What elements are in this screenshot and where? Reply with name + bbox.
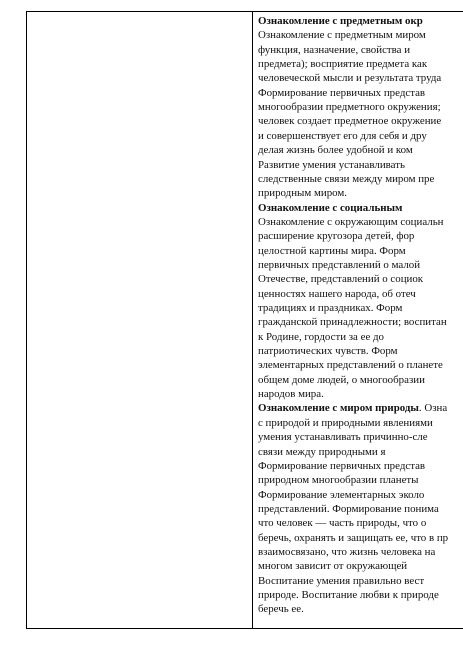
text-line: Отечестве, представлений о социок — [258, 273, 424, 286]
right-table-cell — [253, 12, 463, 628]
text-line: делая жизнь более удобной и ком — [258, 144, 413, 157]
text-line: к Родине, гордости за ее до — [258, 330, 384, 343]
text-line: традициях и праздниках. Форм — [258, 302, 403, 314]
line-rest: . Озна — [418, 402, 448, 415]
text-line: Ознакомление с окружающим социальн — [258, 215, 444, 228]
text-line: Развитие умения устанавливать — [258, 158, 405, 171]
text-line: Ознакомление с социальным — [258, 201, 403, 214]
text-line: умения устанавливать причинно-сле — [258, 431, 428, 444]
text-line: природном многообразии планеты — [258, 474, 419, 487]
text-line: беречь, охранять и защищать ее, что в пр — [258, 531, 449, 544]
text-line: природе. Воспитание любви к природе — [258, 589, 439, 601]
text-line: Воспитание умения правильно вест — [258, 574, 425, 587]
text-line: расширение кругозора детей, фор — [258, 230, 415, 243]
text-line: функция, назначение, свойства и — [258, 43, 411, 56]
text-line: гражданской принадлежности; воспитан — [258, 316, 447, 329]
text-line: человеческой мысли и результата труда — [258, 72, 442, 85]
section-heading: Ознакомление с миром природы — [258, 402, 419, 415]
text-line: с природой и природными явлениями — [258, 416, 433, 429]
text-line: Ознакомление с предметным окр — [258, 15, 423, 27]
text-line: Формирование элементарных эколо — [258, 488, 425, 501]
left-table-cell — [27, 12, 253, 628]
text-line: и совершенствует его для себя и дру — [258, 129, 427, 142]
text-line: общем доме людей, о многообразии — [258, 373, 425, 386]
text-line: патриотических чувств. Форм — [258, 345, 398, 358]
text-line: человек создает предметное окружение — [258, 115, 442, 128]
text-line: связи между природными я — [258, 445, 386, 458]
text-line: первичных представлений о малой — [258, 258, 421, 271]
text-line: что человек — часть природы, что о — [258, 517, 427, 530]
text-line: представлений. Формирование понима — [258, 502, 439, 515]
text-line: природным миром. — [258, 187, 347, 200]
text-line: целостной картины мира. Форм — [258, 244, 406, 257]
text-line: ценностях нашего народа, об отеч — [258, 287, 416, 300]
text-line: народов мира. — [258, 388, 324, 401]
text-line: элементарных представлений о планете — [258, 359, 443, 372]
text-line: взаимосвязано, что жизнь человека на — [258, 545, 436, 558]
text-line: следственные связи между миром пре — [258, 172, 435, 185]
text-line: Формирование первичных представ — [258, 459, 426, 472]
text-line: многообразии предметного окружения; — [258, 101, 441, 114]
text-line: многом зависит от окружающей — [258, 560, 408, 573]
content-table — [26, 11, 463, 629]
text-line: предмета); восприятие предмета как — [258, 58, 428, 71]
text-line: беречь ее. — [258, 603, 304, 616]
text-line: Формирование первичных представ — [258, 86, 426, 99]
text-line: Ознакомление с предметным миром — [258, 29, 426, 42]
